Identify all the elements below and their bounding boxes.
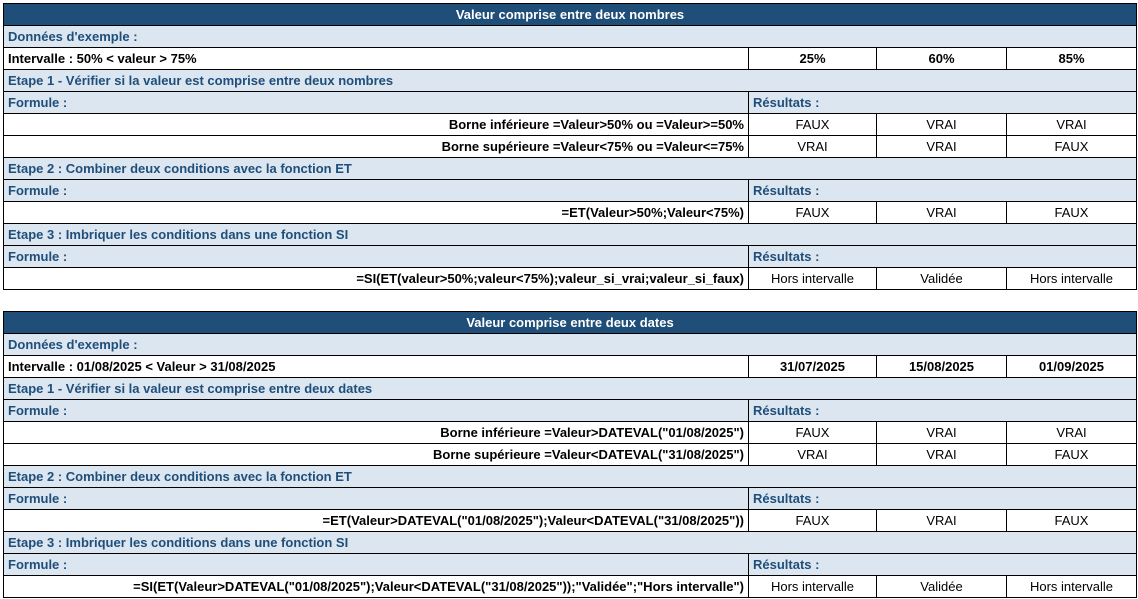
result-cell[interactable]: Hors intervalle [749, 268, 877, 290]
donnees-label[interactable]: Données d'exemple : [4, 334, 1137, 356]
formula-row [4, 576, 1137, 598]
etape3-label[interactable]: Etape 3 : Imbriquer les conditions dans une fonction SI [4, 532, 1137, 554]
etape1-label[interactable]: Etape 1 - Vérifier si la valeur est comprise entre deux dates [4, 378, 1137, 400]
result-cell[interactable]: VRAI [877, 444, 1007, 466]
result-cell[interactable]: Hors intervalle [1007, 268, 1137, 290]
intervalle-cell[interactable]: Intervalle : 01/08/2025 < Valeur > 31/08/2025 [4, 356, 749, 378]
result-cell[interactable]: FAUX [1007, 136, 1137, 158]
etape2-label[interactable]: Etape 2 : Combiner deux conditions avec la fonction ET [4, 158, 1137, 180]
table-title-row [4, 4, 1137, 26]
section-row [4, 224, 1137, 246]
formule-header-row [4, 554, 1137, 576]
table-dates [3, 311, 1137, 598]
etape1-label[interactable]: Etape 1 - Vérifier si la valeur est comprise entre deux nombres [4, 70, 1137, 92]
result-cell[interactable]: FAUX [749, 114, 877, 136]
formule-header-row [4, 92, 1137, 114]
formula-row [4, 510, 1137, 532]
formula-cell[interactable]: Borne supérieure =Valeur<DATEVAL("31/08/2025") [4, 444, 749, 466]
formula-cell[interactable]: =ET(Valeur>50%;Valeur<75%) [4, 202, 749, 224]
sample-value-cell[interactable]: 31/07/2025 [749, 356, 877, 378]
intervalle-row [4, 48, 1137, 70]
formula-cell[interactable]: =ET(Valeur>DATEVAL("01/08/2025");Valeur<DATEVAL("31/08/2025")) [4, 510, 749, 532]
intervalle-row [4, 356, 1137, 378]
formule-header-row [4, 246, 1137, 268]
result-cell[interactable]: VRAI [877, 510, 1007, 532]
section-row [4, 466, 1137, 488]
result-cell[interactable]: Hors intervalle [749, 576, 877, 598]
result-cell[interactable]: VRAI [877, 202, 1007, 224]
sample-value-cell[interactable]: 25% [749, 48, 877, 70]
formula-row [4, 114, 1137, 136]
result-cell[interactable]: VRAI [877, 422, 1007, 444]
resultats-label[interactable]: Résultats : [749, 554, 1137, 576]
section-row [4, 334, 1137, 356]
formule-header-row [4, 488, 1137, 510]
result-cell[interactable]: VRAI [1007, 422, 1137, 444]
section-row [4, 378, 1137, 400]
formule-label[interactable]: Formule : [4, 554, 749, 576]
result-cell[interactable]: FAUX [1007, 444, 1137, 466]
formula-cell[interactable]: Borne supérieure =Valeur<75% ou =Valeur<=75% [4, 136, 749, 158]
formula-row [4, 136, 1137, 158]
formule-header-row [4, 400, 1137, 422]
resultats-label[interactable]: Résultats : [749, 92, 1137, 114]
formula-row [4, 422, 1137, 444]
resultats-label[interactable]: Résultats : [749, 180, 1137, 202]
result-cell[interactable]: Validée [877, 576, 1007, 598]
section-row [4, 158, 1137, 180]
result-cell[interactable]: FAUX [1007, 510, 1137, 532]
formula-cell[interactable]: =SI(ET(valeur>50%;valeur<75%);valeur_si_vrai;valeur_si_faux) [4, 268, 749, 290]
sample-value-cell[interactable]: 15/08/2025 [877, 356, 1007, 378]
formule-label[interactable]: Formule : [4, 246, 749, 268]
intervalle-cell[interactable]: Intervalle : 50% < valeur > 75% [4, 48, 749, 70]
result-cell[interactable]: VRAI [1007, 114, 1137, 136]
result-cell[interactable]: VRAI [749, 444, 877, 466]
formula-cell[interactable]: =SI(ET(Valeur>DATEVAL("01/08/2025");Valeur<DATEVAL("31/08/2025"));"Validée";"Hors intervalle") [4, 576, 749, 598]
sample-value-cell[interactable]: 01/09/2025 [1007, 356, 1137, 378]
etape3-label[interactable]: Etape 3 : Imbriquer les conditions dans une fonction SI [4, 224, 1137, 246]
formula-row [4, 268, 1137, 290]
formula-row [4, 444, 1137, 466]
result-cell[interactable]: VRAI [877, 114, 1007, 136]
table-title-row [4, 312, 1137, 334]
resultats-label[interactable]: Résultats : [749, 246, 1137, 268]
sample-value-cell[interactable]: 60% [877, 48, 1007, 70]
result-cell[interactable]: FAUX [749, 422, 877, 444]
formule-label[interactable]: Formule : [4, 400, 749, 422]
result-cell[interactable]: VRAI [749, 136, 877, 158]
table-numbers [3, 3, 1137, 290]
formule-label[interactable]: Formule : [4, 180, 749, 202]
formula-cell[interactable]: Borne inférieure =Valeur>DATEVAL("01/08/2025") [4, 422, 749, 444]
section-row [4, 532, 1137, 554]
formule-label[interactable]: Formule : [4, 488, 749, 510]
etape2-label[interactable]: Etape 2 : Combiner deux conditions avec la fonction ET [4, 466, 1137, 488]
resultats-label[interactable]: Résultats : [749, 488, 1137, 510]
result-cell[interactable]: FAUX [749, 510, 877, 532]
table-title[interactable]: Valeur comprise entre deux dates [4, 312, 1137, 334]
formula-row [4, 202, 1137, 224]
result-cell[interactable]: Validée [877, 268, 1007, 290]
table-title[interactable]: Valeur comprise entre deux nombres [4, 4, 1137, 26]
section-row [4, 70, 1137, 92]
donnees-label[interactable]: Données d'exemple : [4, 26, 1137, 48]
result-cell[interactable]: FAUX [1007, 202, 1137, 224]
formule-header-row [4, 180, 1137, 202]
resultats-label[interactable]: Résultats : [749, 400, 1137, 422]
section-row [4, 26, 1137, 48]
sample-value-cell[interactable]: 85% [1007, 48, 1137, 70]
result-cell[interactable]: FAUX [749, 202, 877, 224]
formule-label[interactable]: Formule : [4, 92, 749, 114]
formula-cell[interactable]: Borne inférieure =Valeur>50% ou =Valeur>=50% [4, 114, 749, 136]
result-cell[interactable]: Hors intervalle [1007, 576, 1137, 598]
result-cell[interactable]: VRAI [877, 136, 1007, 158]
